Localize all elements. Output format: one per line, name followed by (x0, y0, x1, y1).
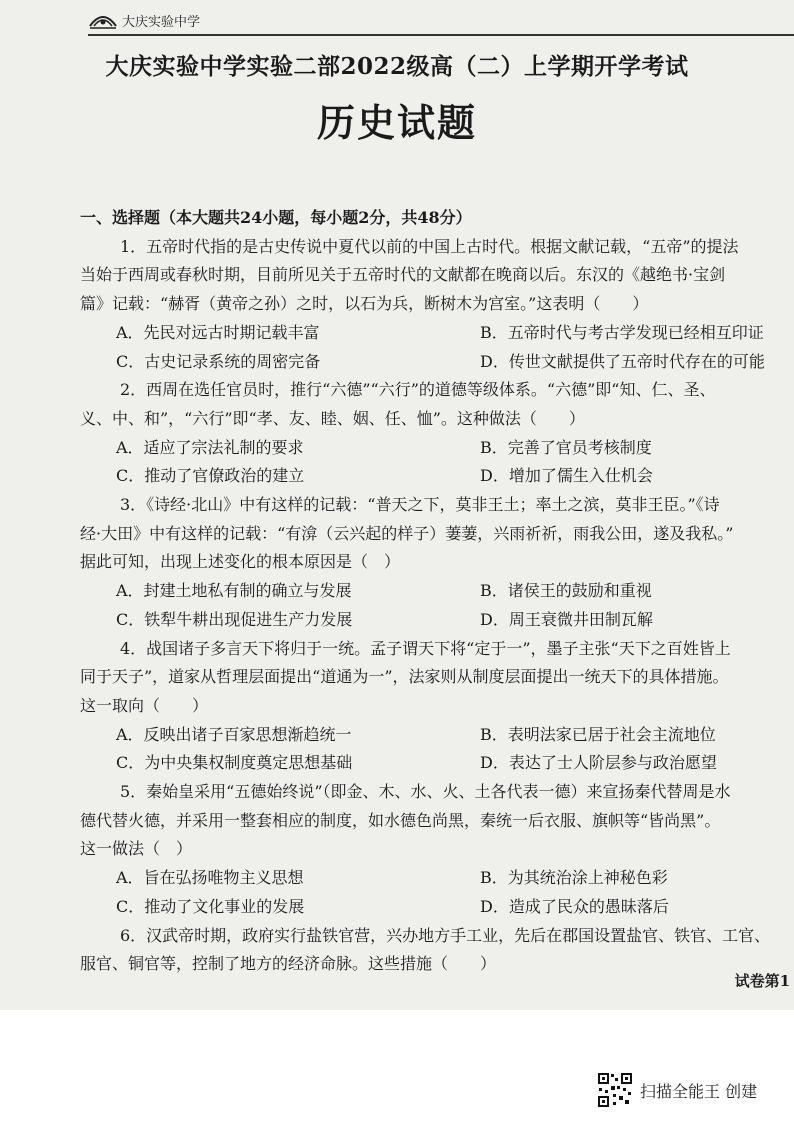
question-6 (80, 922, 780, 979)
question-text-line: 5．秦始皇采用“五德始终说”（即金、木、水、火、土各代表一德）来宣扬秦代替周是水 (120, 782, 731, 802)
question-text-line: 这一做法（ ） (80, 839, 193, 859)
option-c: C．古史记录系统的周密完备 (116, 351, 321, 371)
option-a: A．旨在弘扬唯物主义思想 (116, 868, 304, 888)
question-text-line: 6．汉武帝时期，政府实行盐铁官营，兴办地方手工业，先后在郡国设置盐官、铁官、工官、 (120, 925, 771, 945)
option-row (80, 577, 780, 606)
question-text-line: 经·大田》中有这样的记载：“有渰（云兴起的样子）萋萋，兴雨祈祈，雨我公田，遂及我私。” (80, 523, 734, 543)
exam-content (80, 204, 780, 979)
question-text-line: 3．《诗经·北山》中有这样的记载：“普天之下，莫非王土；率土之滨，莫非王臣。”《诗 (120, 495, 720, 515)
option-row (80, 864, 780, 893)
option-a: A．封建土地私有制的确立与发展 (116, 581, 352, 601)
question-4 (80, 635, 780, 779)
option-c: C．推动了官僚政治的建立 (116, 466, 305, 486)
question-text-line: 4．战国诸子多言天下将归于一统。孟子谓天下将“定于一”，墨子主张“天下之百姓皆上 (120, 638, 731, 658)
option-row (80, 319, 780, 348)
option-d: D．表达了士人阶层参与政治愿望 (480, 753, 717, 773)
question-5 (80, 778, 780, 922)
question-3 (80, 491, 780, 635)
subject-title: 历史试题 (316, 100, 477, 145)
option-b: B．为其统治涂上神秘色彩 (480, 868, 668, 888)
option-row (80, 749, 780, 778)
qr-code-icon (597, 1072, 633, 1108)
question-text-line: 据此可知，出现上述变化的根本原因是（ ） (80, 552, 401, 572)
option-d: D．增加了儒生入仕机会 (480, 466, 653, 486)
page-number-label: 试卷第1 (734, 972, 790, 990)
option-a: A．先民对远古时期记载丰富 (116, 322, 320, 342)
question-text-line: 2．西周在选任官员时，推行“六德”“六行”的道德等级体系。“六德”即“知、仁、圣、 (120, 380, 716, 400)
option-row (80, 606, 780, 635)
question-text-line: 当始于西周或春秋时期，目前所见关于五帝时代的文献都在晚商以后。东汉的《越绝书·宝剑 (80, 265, 726, 285)
option-d: D．周王衰微井田制瓦解 (480, 609, 653, 629)
option-a: A．适应了宗法礼制的要求 (116, 437, 304, 457)
option-row (80, 893, 780, 922)
school-logo-icon (88, 10, 118, 30)
option-row (80, 348, 780, 377)
option-c: C．推动了文化事业的发展 (116, 896, 305, 916)
question-text-line: 这一取向（ ） (80, 695, 209, 715)
question-1 (80, 233, 780, 377)
option-b: B．表明法家已居于社会主流地位 (480, 724, 716, 744)
exam-title: 大庆实验中学实验二部2022级高（二）上学期开学考试 (105, 53, 689, 80)
header-school-name: 大庆实验中学 (122, 15, 201, 30)
option-d: D．造成了民众的愚昧落后 (480, 896, 669, 916)
question-text-line: 服官、铜官等，控制了地方的经济命脉。这些措施（ ） (80, 954, 497, 974)
question-text-line: 篇》记载：“赫胥（黄帝之孙）之时，以石为兵，断树木为宫室。”这表明（ ） (80, 294, 649, 314)
option-row (80, 462, 780, 491)
question-text-line: 义、中、和”，“六行”即“孝、友、睦、姻、任、恤”。这种做法（ ） (80, 408, 585, 428)
question-text-line: 同于天子”，道家从哲理层面提出“道通为一”，法家则从制度层面提出一统天下的具体措施。 (80, 667, 729, 687)
section-heading: 一、选择题（本大题共24小题，每小题2分，共48分） (80, 208, 472, 227)
page-header (88, 8, 794, 36)
option-row (80, 721, 780, 750)
question-text-line: 1．五帝时代指的是古史传说中夏代以前的中国上古时代。根据文献记载，“五帝”的提法 (120, 236, 739, 256)
option-b: B．完善了官员考核制度 (480, 437, 652, 457)
option-c: C．铁犁牛耕出现促进生产力发展 (116, 609, 353, 629)
option-c: C．为中央集权制度奠定思想基础 (116, 753, 353, 773)
question-2 (80, 376, 780, 491)
option-b: B．诸侯王的鼓励和重视 (480, 581, 652, 601)
option-d: D．传世文献提供了五帝时代存在的可能 (480, 351, 765, 371)
option-a: A．反映出诸子百家思想渐趋统一 (116, 724, 352, 744)
option-b: B．五帝时代与考古学发现已经相互印证 (480, 322, 764, 342)
option-row (80, 434, 780, 463)
scanner-watermark: 扫描全能王 创建 (640, 1082, 758, 1101)
question-text-line: 德代替火德，并采用一整套相应的制度，如水德色尚黑，秦统一后衣服、旗帜等“皆尚黑”。 (80, 810, 721, 830)
